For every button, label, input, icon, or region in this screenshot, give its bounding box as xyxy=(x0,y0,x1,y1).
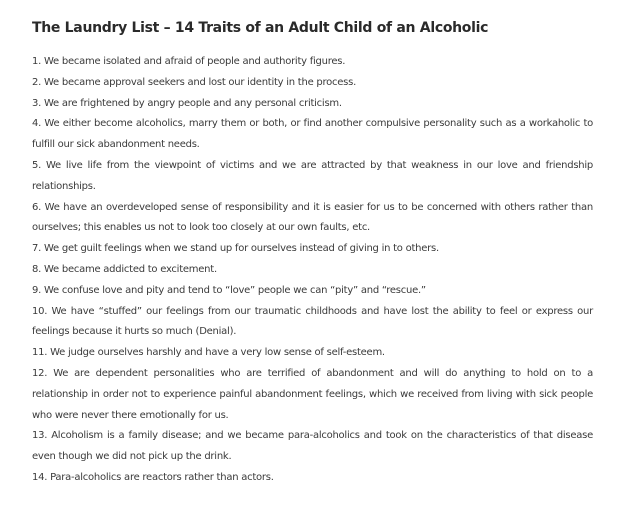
document xyxy=(32,18,593,489)
list-item: 3. We are frightened by angry people and any personal criticism. xyxy=(32,97,342,109)
list-item: 10. We have “stuffed” our feelings from our traumatic childhoods and have lost the ability to feel or express our feelings because it hurts so much (Denial). xyxy=(32,305,593,338)
list-item: 2. We became approval seekers and lost our identity in the process. xyxy=(32,76,357,88)
list-item: 6. We have an overdeveloped sense of responsibility and it is easier for us to be concerned with others rather than ourselves; this enables us not to look too closely at our own faults, etc. xyxy=(32,201,593,234)
list-item: 13. Alcoholism is a family disease; and we became para-alcoholics and took on the characteristics of that disease even though we did not pick up the drink. xyxy=(32,430,593,463)
list-item: 11. We judge ourselves harshly and have a very low sense of self-esteem. xyxy=(32,347,385,359)
list-item: 8. We became addicted to excitement. xyxy=(32,263,217,275)
list-item: 14. Para-alcoholics are reactors rather than actors. xyxy=(32,471,274,483)
list-item: 1. We became isolated and afraid of people and authority figures. xyxy=(32,56,346,67)
list-item: 4. We either become alcoholics, marry them or both, or find another compulsive personality such as a workaholic to fulfill our sick abandonment needs. xyxy=(32,118,593,151)
list-item: 5. We live life from the viewpoint of victims and we are attracted by that weakness in our love and friendship relationships. xyxy=(32,159,593,192)
list-item: 7. We get guilt feelings when we stand up for ourselves instead of giving in to others. xyxy=(32,243,439,255)
traits-list xyxy=(32,52,593,489)
list-item: 12. We are dependent personalities who are terrified of abandonment and will do anything to hold on to a relationship in order not to experience painful abandonment feelings, which we received from living with sick people who were never there emotionally for us. xyxy=(32,367,593,421)
document-title: The Laundry List – 14 Traits of an Adult Child of an Alcoholic xyxy=(32,20,489,36)
list-item: 9. We confuse love and pity and tend to “love” people we can “pity” and “rescue.” xyxy=(32,284,426,296)
